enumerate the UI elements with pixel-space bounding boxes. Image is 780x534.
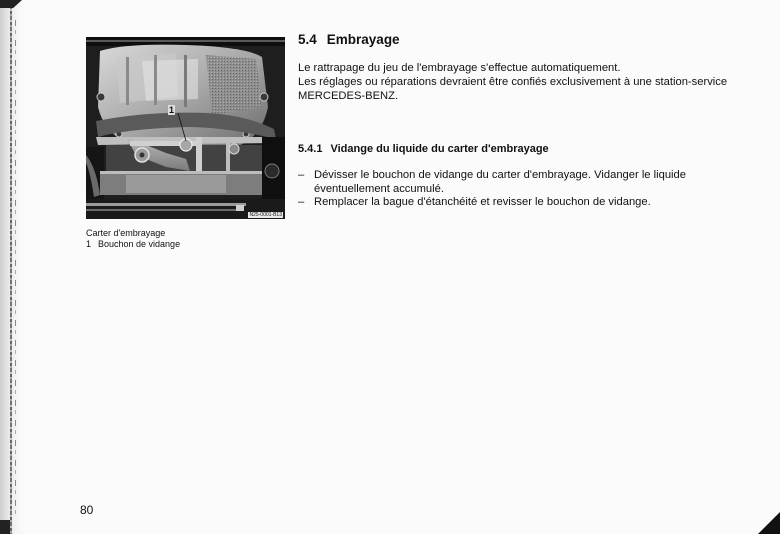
- legend-number: 1: [86, 239, 92, 249]
- intro-paragraph: Les réglages ou réparations devraient être confiés exclusivement à une station-service MERCEDES-BENZ.: [298, 76, 728, 102]
- binding-edge-line: [10, 0, 12, 534]
- instruction-item: [298, 196, 738, 210]
- instruction-item: [298, 169, 738, 196]
- binding-edge-line-secondary: [15, 20, 16, 520]
- subsection-number: 5.4.1: [298, 143, 323, 155]
- figure-caption: [86, 228, 180, 250]
- engine-illustration: [86, 37, 285, 219]
- binding-edge: [0, 0, 26, 534]
- bullet-dash: –: [298, 169, 305, 181]
- instruction-text: Dévisser le bouchon de vidange du carter d'embrayage. Vidanger le liquide éventuellement accumulé.: [314, 169, 686, 195]
- instruction-text: Remplacer la bague d'étanchéité et revisser le bouchon de vidange.: [314, 196, 651, 208]
- section-title: Embrayage: [326, 32, 400, 47]
- subsection-title: Vidange du liquide du carter d'embrayage: [330, 143, 549, 155]
- photo-callout-number: 1: [169, 105, 175, 115]
- scan-corner-bottom-left: [0, 520, 10, 534]
- scan-corner-bottom-right: [758, 512, 780, 534]
- intro-paragraph: Le rattrapage du jeu de l'embrayage s'effectue automatiquement.: [298, 62, 621, 74]
- section-number: 5.4: [298, 32, 317, 47]
- subsection-heading: [298, 143, 549, 155]
- instruction-list: [298, 169, 738, 210]
- photo-reference-code: N25-0001-B13: [249, 212, 282, 218]
- clutch-housing-photo: [86, 37, 285, 219]
- caption-legend-item: [86, 239, 180, 250]
- bullet-dash: –: [298, 196, 305, 208]
- legend-label: Bouchon de vidange: [98, 239, 181, 249]
- section-heading: [298, 32, 400, 47]
- section-intro: [298, 61, 738, 103]
- caption-title: Carter d'embrayage: [86, 228, 166, 238]
- page-number: 80: [80, 503, 94, 517]
